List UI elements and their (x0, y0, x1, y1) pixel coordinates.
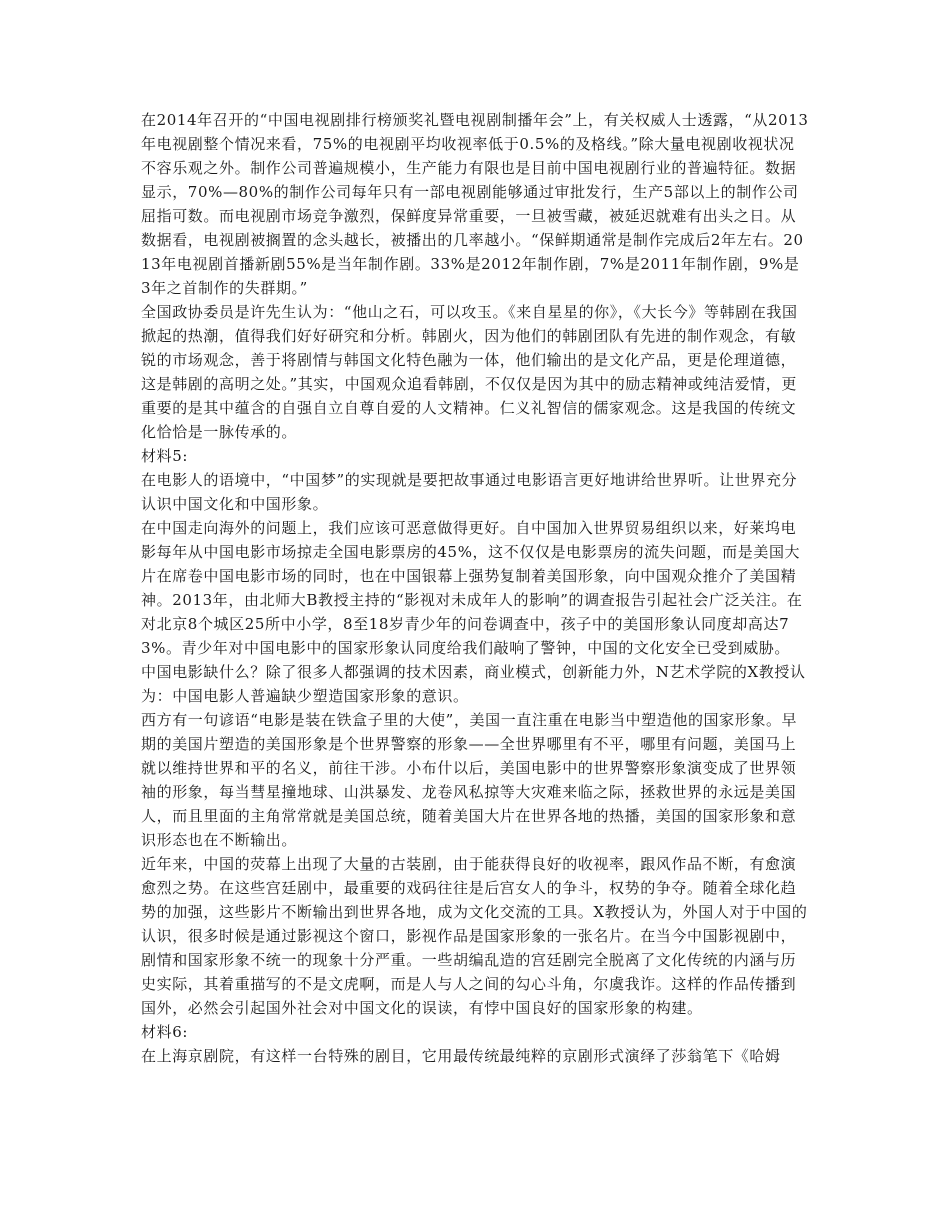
paragraph-tv-drama-stats: 在2014年召开的“中国电视剧排行榜颁奖礼暨电视剧制播年会”上，有关权威人士透露，“从2013年电视剧整个情况来看，75%的电视剧平均收视率低于0.5%的及格线。”除大量电视剧收视状况不容乐观之外。制作公司普遍规模小，生产能力有限也是目前中国电视剧行业的普遍特征。数据显示，70%—80%的制作公司每年只有一部电视剧能够通过审批发行，生产5部以上的制作公司屈指可数。而电视剧市场竞争激烈，保鲜度异常重要，一旦被雪藏，被延迟就难有出头之日。从数据看，电视剧被搁置的念头越长，被播出的几率越小。“保鲜期通常是制作完成后2年左右。2013年电视剧首播新剧55%是当年制作剧。33%是2012年制作剧，7%是2011年制作剧，9%是3年之首制作的失群期。” (141, 111, 809, 297)
paragraph-american-image: 西方有一句谚语“电影是装在铁盒子里的大使”，美国一直注重在电影当中塑造他的国家形象。早期的美国片塑造的美国形象是个世界警察的形象——全世界哪里有不平，哪里有问题，美国马上就以维持世界和平的名义，前往干涉。小布什以后，美国电影中的世界警察形象演变成了世界领袖的形象，每当彗星撞地球、山洪暴发、龙卷风私掠等大灾难来临之际，拯救世界的永远是美国人，而且里面的主角常常就是美国总统，随着美国大片在世界各地的热播，美国的国家形象和意识形态也在不断输出。 (141, 711, 798, 849)
paragraph-shanghai-opera: 在上海京剧院，有这样一台特殊的剧目，它用最传统最纯粹的京剧形式演绎了莎翁笔下《哈姆 (141, 1047, 781, 1065)
paragraph-what-chinese-film-lacks: 中国电影缺什么？除了很多人都强调的技术因素，商业模式，创新能力外，N艺术学院的X教授认为：中国电影人普遍缺少塑造国家形象的意识。 (141, 663, 806, 705)
paragraph-china-dream: 在电影人的语境中，“中国梦”的实现就是要把故事通过电影语言更好地讲给世界听。让世界充分认识中国文化和中国形象。 (141, 471, 798, 513)
section-label-material-5: 材料5: (141, 447, 188, 465)
paragraph-costume-drama: 近年来，中国的荧幕上出现了大量的古装剧，由于能获得良好的收视率，跟风作品不断，有愈演愈烈之势。在这些宫廷剧中，最重要的戏码往往是后宫女人的争斗，权势的争夺。随着全球化趋势的加强，这些影片不断输出到世界各地，成为文化交流的工具。X教授认为，外国人对于中国的认识，很多时候是通过影视这个窗口，影视作品是国家形象的一张名片。在当今中国影视剧中，剧情和国家形象不统一的现象十分严重。一些胡编乱造的宫廷剧完全脱离了文化传统的内涵与历史实际，其着重描写的不是文虎啊，而是人与人之间的勾心斗角，尔虞我诈。这样的作品传播到国外，必然会引起国外社会对中国文化的误读，有悖中国良好的国家形象的构建。 (141, 855, 808, 1017)
paragraph-korean-drama: 全国政协委员是许先生认为：“他山之石，可以攻玉。《来自星星的你》，《大长今》等韩剧在我国掀起的热潮，值得我们好好研究和分析。韩剧火，因为他们的韩剧团队有先进的制作观念，有敏锐的市场观念，善于将剧情与韩国文化特色融为一体，他们输出的是文化产品，更是伦理道德，这是韩剧的高明之处。”其实，中国观众追看韩剧，不仅仅是因为其中的励志精神或纯洁爱情，更重要的是其中蕴含的自强自立自尊自爱的人文精神。仁义礼智信的儒家观念。这是我国的传统文化恰恰是一脉传承的。 (141, 303, 798, 441)
document-page (141, 108, 809, 1068)
section-label-material-6: 材料6: (141, 1023, 188, 1041)
paragraph-hollywood: 在中国走向海外的问题上，我们应该可恶意做得更好。自中国加入世界贸易组织以来，好莱坞电影每年从中国电影市场掠走全国电影票房的45%，这不仅仅是电影票房的流失问题，而是美国大片在席卷中国电影市场的同时，也在中国银幕上强势复制着美国形象，向中国观众推介了美国精神。2013年，由北师大B教授主持的“影视对未成年人的影响”的调查报告引起社会广泛关注。在对北京8个城区25所中小学，8至18岁青少年的问卷调查中，孩子中的美国形象认同度却高达73%。青少年对中国电影中的国家形象认同度给我们敲响了警钟，中国的文化安全已受到威胁。 (141, 519, 803, 657)
